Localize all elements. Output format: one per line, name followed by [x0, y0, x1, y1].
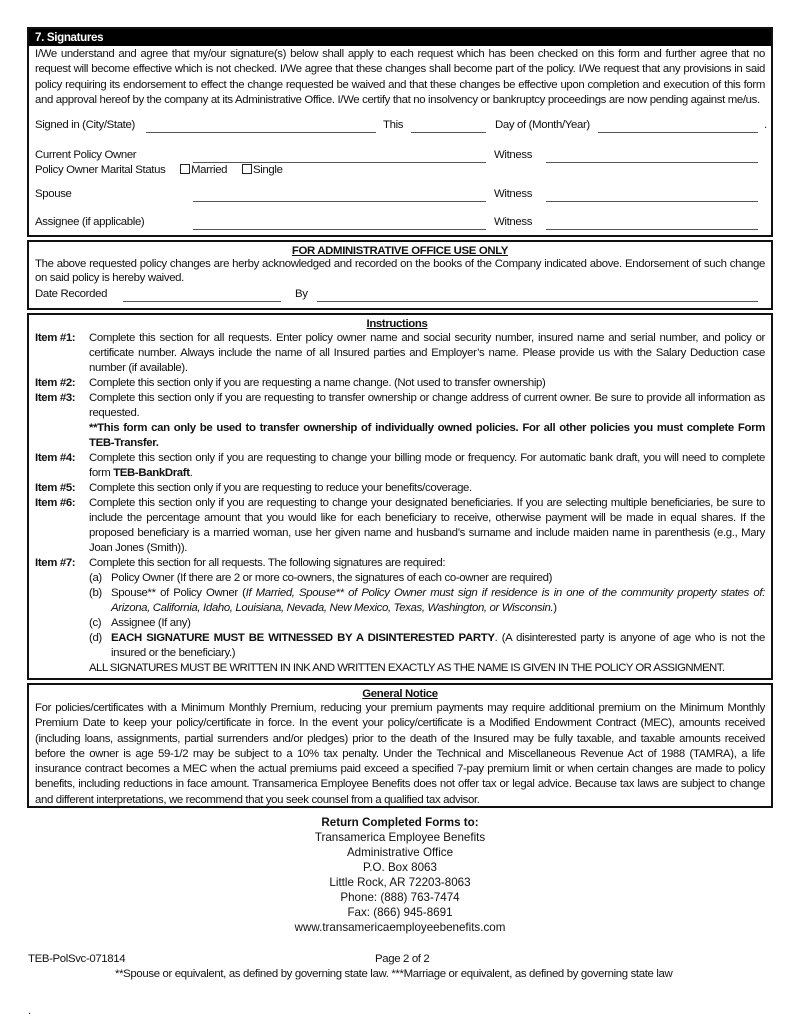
signature-requirement-a [89, 571, 765, 586]
general-notice-section [27, 683, 773, 808]
spouse-label: Spouse [35, 188, 72, 200]
item-label: Item #7: [35, 557, 76, 569]
single-option[interactable] [242, 164, 283, 176]
witness-label-3: Witness [494, 216, 533, 228]
return-fax: Fax: (866) 945-8691 [347, 906, 453, 919]
this-label: This [383, 119, 404, 131]
signed-in-label: Signed in (City/State) [35, 119, 135, 131]
return-heading: Return Completed Forms to: [321, 816, 479, 829]
item-label: Item #5: [35, 482, 76, 494]
item-text: Complete this section for all requests. Enter policy owner name and social security number, insured name and serial number, and policy or certificate number. Always include the name of all Insured parties and Employer’s name. Please provide us with the Salary Deduction case number (if available). [89, 332, 765, 374]
date-recorded-field[interactable] [123, 301, 281, 302]
return-po-box: P.O. Box 8063 [363, 861, 437, 874]
return-website-link[interactable]: www.transamericaemployeebenefits.com [294, 921, 506, 934]
community-property-states-note: If Married, Spouse** of Policy Owner must sign if residence is in one of the community property states of: Arizona, California, Idaho, Louisiana, Nevada, New Mexico, Texas, Washington, or Wisconsin. [111, 587, 765, 614]
single-checkbox[interactable] [242, 164, 252, 174]
assignee-label: Assignee (if applicable) [35, 216, 145, 228]
item-label: Item #4: [35, 452, 76, 464]
bank-draft-form-name: TEB-BankDraft [113, 467, 190, 479]
witness-field-3[interactable] [546, 229, 758, 230]
spouse-signature-field[interactable] [193, 201, 486, 202]
ink-requirement-note: ALL SIGNATURES MUST BE WRITTEN IN INK AND WRITTEN EXACTLY AS THE NAME IS GIVEN IN THE POLICY OR ASSIGNMENT. [89, 662, 725, 674]
signature-requirement-b [89, 586, 765, 616]
date-recorded-label: Date Recorded [35, 288, 108, 300]
by-label: By [295, 288, 308, 300]
item-label: Item #3: [35, 392, 76, 404]
instruction-item-1 [29, 331, 765, 376]
general-notice-text: For policies/certificates with a Minimum Monthly Premium, reducing your premium payments may require additional premium on the Minimum Monthly Premium Date to keep your policy/certificate in force. In the event your policy/certificate is a Modified Endowment Contract (MEC), amounts received (including loans, assignments, partial surrenders and/or pledges) prior to the death of the Insured may be fully taxable, and taxable amounts received before the owner is age 59-1/2 may be subject to a 10% tax penalty. Under the Technical and Miscellaneous Revenue Act of 1988 (TAMRA), a life insurance contract becomes a MEC when the actual premiums paid exceed a specified 7-pay premium limit or when certain changes are made to policy benefits, including reductions in face amount. Transamerica Employee Benefits does not offer tax or legal advice. Because tax laws are subject to change and different interpretations, we recommend that you seek counsel from a qualified tax advisor. [35, 702, 765, 806]
witness-requirement: EACH SIGNATURE MUST BE WITNESSED BY A DISINTERESTED PARTY [111, 632, 495, 644]
item-text: Complete this section only if you are requesting to reduce your benefits/coverage. [89, 482, 472, 494]
sub-letter: (c) [89, 617, 102, 629]
sub-text-tail: ) [553, 602, 557, 614]
sub-letter: (d) [89, 632, 102, 644]
witness-label-2: Witness [494, 188, 533, 200]
page-number: Page 2 of 2 [375, 953, 430, 965]
item-text-tail: . [189, 467, 193, 479]
item-label: Item #1: [35, 332, 76, 344]
period: . [764, 119, 768, 131]
recorded-by-field[interactable] [317, 301, 758, 302]
footnote: **Spouse or equivalent, as defined by governing state law. ***Marriage or equivalent, as defined by governing state law [115, 968, 673, 980]
assignee-signature-field[interactable] [193, 229, 486, 230]
item-text: Complete this section only if you are requesting to change your designated beneficiaries. If you are selecting multiple beneficiaries, be sure to include the percentage amount that you would like for each beneficiary to receive, otherwise payment will be made in equal shares. If the proposed beneficiary is a married woman, use her given name and husband’s surname and include maiden name in parenthesis (e.g., Mary Joan Jones (Smith)). [89, 497, 765, 554]
sub-letter: (a) [89, 572, 102, 584]
return-phone: Phone: (888) 763-7474 [340, 891, 460, 904]
instruction-item-5 [29, 481, 765, 496]
sub-letter: (b) [89, 587, 102, 599]
transfer-ownership-note: **This form can only be used to transfer ownership of individually owned policies. For all other policies you must complete Form TEB-Transfer. [89, 422, 765, 449]
single-label: Single [253, 164, 283, 176]
sub-text: . (A disinterested party is anyone of age who is not the insured or the beneficiary.) [111, 632, 765, 659]
form-id: TEB-PolSvc-071814 [28, 953, 126, 965]
instruction-item-4 [29, 451, 765, 481]
instruction-item-2 [29, 376, 765, 391]
sub-text: Spouse** of Policy Owner ( [111, 587, 246, 599]
married-label: Married [191, 164, 228, 176]
witness-field-1[interactable] [546, 162, 758, 163]
signed-in-city-state-field[interactable] [146, 132, 376, 133]
month-year-field[interactable] [598, 132, 758, 133]
instruction-item-6 [29, 496, 765, 556]
day-of-label: Day of (Month/Year) [495, 119, 590, 131]
marital-status-label: Policy Owner Marital Status [35, 164, 166, 176]
trailing-dot: . [28, 1005, 32, 1017]
item-text: Complete this section only if you are requesting to transfer ownership or change address of current owner. Be sure to provide all information as requested. [89, 392, 765, 419]
married-option[interactable] [180, 164, 227, 176]
item-text: Complete this section only if you are requesting a name change. (Not used to transfer ownership) [89, 377, 546, 389]
signatures-heading: 7. Signatures [29, 29, 771, 46]
return-city-state-zip: Little Rock, AR 72203-8063 [329, 876, 471, 889]
signature-requirement-c [89, 616, 765, 631]
witness-field-2[interactable] [546, 201, 758, 202]
married-checkbox[interactable] [180, 164, 190, 174]
item-text: Complete this section only if you are requesting to change your billing mode or frequency. For automatic bank draft, you will need to complete form [89, 452, 765, 479]
general-notice-title: General Notice [362, 688, 438, 700]
current-owner-signature-field[interactable] [193, 162, 486, 163]
admin-office-text: The above requested policy changes are herby acknowledged and recorded on the books of the Company indicated above. Endorsement of such change on said policy is hereby waived. [35, 258, 765, 284]
sub-text: Policy Owner (If there are 2 or more co-owners, the signatures of each co-owner are required) [111, 572, 553, 584]
item-text: Complete this section for all requests. The following signatures are required: [89, 557, 446, 569]
witness-label-1: Witness [494, 149, 533, 161]
instructions-title: Instructions [366, 318, 428, 330]
item-label: Item #2: [35, 377, 76, 389]
admin-office-title: FOR ADMINISTRATIVE OFFICE USE ONLY [291, 245, 509, 257]
instruction-item-7 [29, 556, 765, 676]
signature-requirement-d [89, 631, 765, 661]
sub-text: Assignee (If any) [111, 617, 191, 629]
current-owner-label: Current Policy Owner [35, 149, 137, 161]
instruction-item-3 [29, 391, 765, 451]
admin-office-section [27, 240, 773, 310]
this-day-field[interactable] [411, 132, 486, 133]
return-company: Transamerica Employee Benefits [314, 831, 486, 844]
signatures-agreement-text: I/We understand and agree that my/our signature(s) below shall apply to each request which has been checked on this form and further agree that no request will become effective which is not checked. I/We agree that these changes shall become part of the policy. I/We request that any provisions in said policy requiring its endorsement to effect the change requested be waived and that these changes be effective upon completion and execution of this form and approval hereof by the company at its Administrative Office. I/We certify that no insolvency or bankruptcy proceedings are now pending against me/us. [35, 48, 765, 107]
instructions-section [27, 313, 773, 680]
return-office: Administrative Office [346, 846, 454, 859]
item-label: Item #6: [35, 497, 76, 509]
